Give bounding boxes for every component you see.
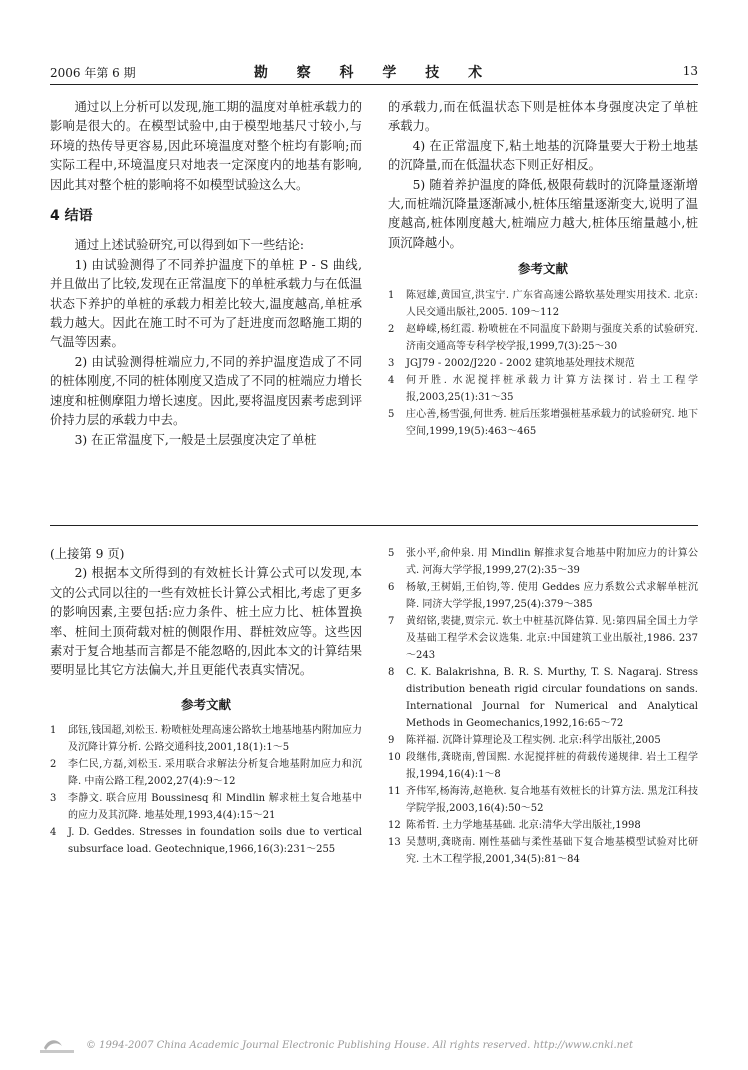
paragraph: 的承载力,而在低温状态下则是桩体本身强度决定了单桩承载力。 bbox=[388, 100, 698, 134]
section-heading: 4 结语 bbox=[50, 208, 93, 225]
reference-item: 12 陈希哲. 土力学地基基础. 北京:清华大学出版社,1998 bbox=[388, 820, 641, 831]
paragraph: 5) 随着养护温度的降低,极限荷载时的沉降量逐渐增大,而桩端沉降量逐渐减小,桩体压缩量逐渐变大,说明了温度越高,桩体刚度越大,桩端应力越大,桩体压缩量越小,桩顶沉降越小。 bbox=[388, 177, 698, 250]
section-divider bbox=[50, 525, 698, 526]
header-rule bbox=[50, 84, 698, 85]
reference-item: 8 C. K. Balakrishna, B. R. S. Murthy, T. S. Nagaraj. Stress distribution beneath rigid circular foundations on sands. International Journal for Numerical and Analytical Methods in Geomechanics,1992,16:65～72 bbox=[388, 667, 698, 729]
reference-item: 1 陈冠雄,黄国宣,洪宝宁. 广东省高速公路软基处理实用技术. 北京:人民交通出版社,2005. 109～112 bbox=[388, 289, 698, 318]
continued-note: (上接第 9 页) bbox=[50, 547, 125, 561]
page-number: 13 bbox=[682, 64, 698, 78]
reference-item: 11 齐伟军,杨海涛,赵艳秋. 复合地基有效桩长的计算方法. 黑龙江科技学院学报,2003,16(4):50～52 bbox=[388, 786, 698, 814]
reference-item: 1 邱钰,钱国超,刘松玉. 粉喷桩处理高速公路软土地基地基内附加应力及沉降计算分析. 公路交通科技,2001,18(1):1～5 bbox=[50, 725, 362, 754]
top-left-column bbox=[50, 98, 362, 450]
reference-item: 2 李仁民,方磊,刘松玉. 采用联合求解法分析复合地基附加应力和沉降. 中南公路工程,2002,27(4):9～12 bbox=[50, 759, 362, 788]
paragraph: 4) 在正常温度下,粘土地基的沉降量要大于粉土地基的沉降量,而在低温状态下则正好相反。 bbox=[388, 138, 698, 173]
reference-item: 5 庄心善,杨雪强,何世秀. 桩后压浆增强桩基承载力的试验研究. 地下空间,1999,19(5):463～465 bbox=[388, 408, 698, 437]
references-list bbox=[388, 287, 698, 440]
reference-item: 2 赵峥嵘,杨红霞. 粉喷桩在不同温度下龄期与强度关系的试验研究. 济南交通高等专科学校学报,1999,7(3):25～30 bbox=[388, 323, 698, 352]
page-header bbox=[50, 62, 698, 82]
paragraph: 2) 由试验测得桩端应力,不同的养护温度造成了不同的桩体刚度,不同的桩体刚度又造成了不同的桩端应力增长速度和桩侧摩阻力增长速度。因此,要将温度因素考虑到评价持力层的承载力中去。 bbox=[50, 354, 362, 428]
top-right-column bbox=[388, 98, 698, 440]
reference-item: 3 JGJ79 - 2002/J220 - 2002 建筑地基处理技术规范 bbox=[388, 357, 635, 369]
reference-item: 4 J. D. Geddes. Stresses in foundation soils due to vertical subsurface load. Geotechnique,1966,16(3):231～255 bbox=[50, 827, 362, 856]
paragraph: 1) 由试验测得了不同养护温度下的单桩 P - S 曲线,并且做出了比较,发现在正常温度下的单桩承载力与在低温状态下养护的单桩的承载力相差比较大,温度越高,单桩承载力越大。因此在施工时不可为了赶进度而忽略施工期的气温等因素。 bbox=[50, 257, 362, 350]
cnki-logo-icon bbox=[40, 1036, 74, 1054]
paragraph: 3) 在正常温度下,一般是土层强度决定了单桩 bbox=[74, 432, 317, 447]
issue-label: 2006 年第 6 期 bbox=[50, 66, 136, 80]
reference-item: 5 张小平,俞仲泉. 用 Mindlin 解推求复合地基中附加应力的计算公式. 河海大学学报,1999,27(2):35～39 bbox=[388, 548, 698, 576]
bottom-right-column bbox=[388, 545, 698, 868]
reference-item: 13 吴慧明,龚晓南. 刚性基础与柔性基础下复合地基模型试验对比研究. 土木工程学报,2001,34(5):81～84 bbox=[388, 837, 698, 865]
reference-item: 10 段继伟,龚晓南,曾国熙. 水泥搅拌桩的荷载传递规律. 岩土工程学报,1994,16(4):1～8 bbox=[388, 752, 698, 780]
reference-item: 6 杨敏,王树娟,王伯钧,等. 使用 Geddes 应力系数公式求解单桩沉降. 同济大学学报,1997,25(4):379～385 bbox=[388, 582, 698, 610]
references-heading: 参考文献 bbox=[517, 261, 568, 277]
journal-title: 勘 察 科 学 技 术 bbox=[253, 65, 495, 81]
reference-item: 4 何开胜. 水泥搅拌桩承载力计算方法探讨. 岩土工程学报,2003,25(1):31～35 bbox=[388, 374, 698, 403]
references-list bbox=[388, 545, 698, 868]
reference-item: 7 黄绍铭,裴捷,贾宗元. 软土中桩基沉降估算. 见:第四届全国土力学及基础工程学术会议选集. 北京:中国建筑工业出版社,1986. 237～243 bbox=[388, 616, 698, 661]
paragraph: 通过以上分析可以发现,施工期的温度对单桩承载力的影响是很大的。在模型试验中,由于模型地基尺寸较小,与环境的热传导更容易,因此环境温度对整个桩均有影响;而实际工程中,环境温度只对地表一定深度内的地基有影响,因此其对整个桩的影响将不如模型试验这么大。 bbox=[50, 100, 362, 192]
bottom-left-column bbox=[50, 545, 362, 858]
references-list bbox=[50, 722, 362, 858]
reference-item: 3 李静文. 联合应用 Boussinesq 和 Mindlin 解求桩土复合地基中的应力及其沉降. 地基处理,1993,4(4):15～21 bbox=[50, 793, 362, 822]
paragraph: 2) 根据本文所得到的有效桩长计算公式可以发现,本文的公式同以往的一些有效桩长计算公式相比,考虑了更多的影响因素,主要包括:应力条件、桩土应力比、桩体置换率、桩间土顶荷载对桩的侧限作用、群桩效应等。这些因素对于复合地基而言都是不能忽略的,因此本文的计算结果要明显比其它方法偏大,并且更能代表真实情况。 bbox=[50, 566, 362, 678]
reference-item: 9 陈祥福. 沉降计算理论及工程实例. 北京:科学出版社,2005 bbox=[388, 735, 661, 746]
references-heading: 参考文献 bbox=[180, 696, 231, 712]
page-footer bbox=[40, 1038, 708, 1056]
paragraph: 通过上述试验研究,可以得到如下一些结论: bbox=[74, 238, 304, 253]
copyright-text: © 1994-2007 China Academic Journal Electronic Publishing House. All rights reserved. http://www.cnki.net bbox=[86, 1040, 634, 1051]
